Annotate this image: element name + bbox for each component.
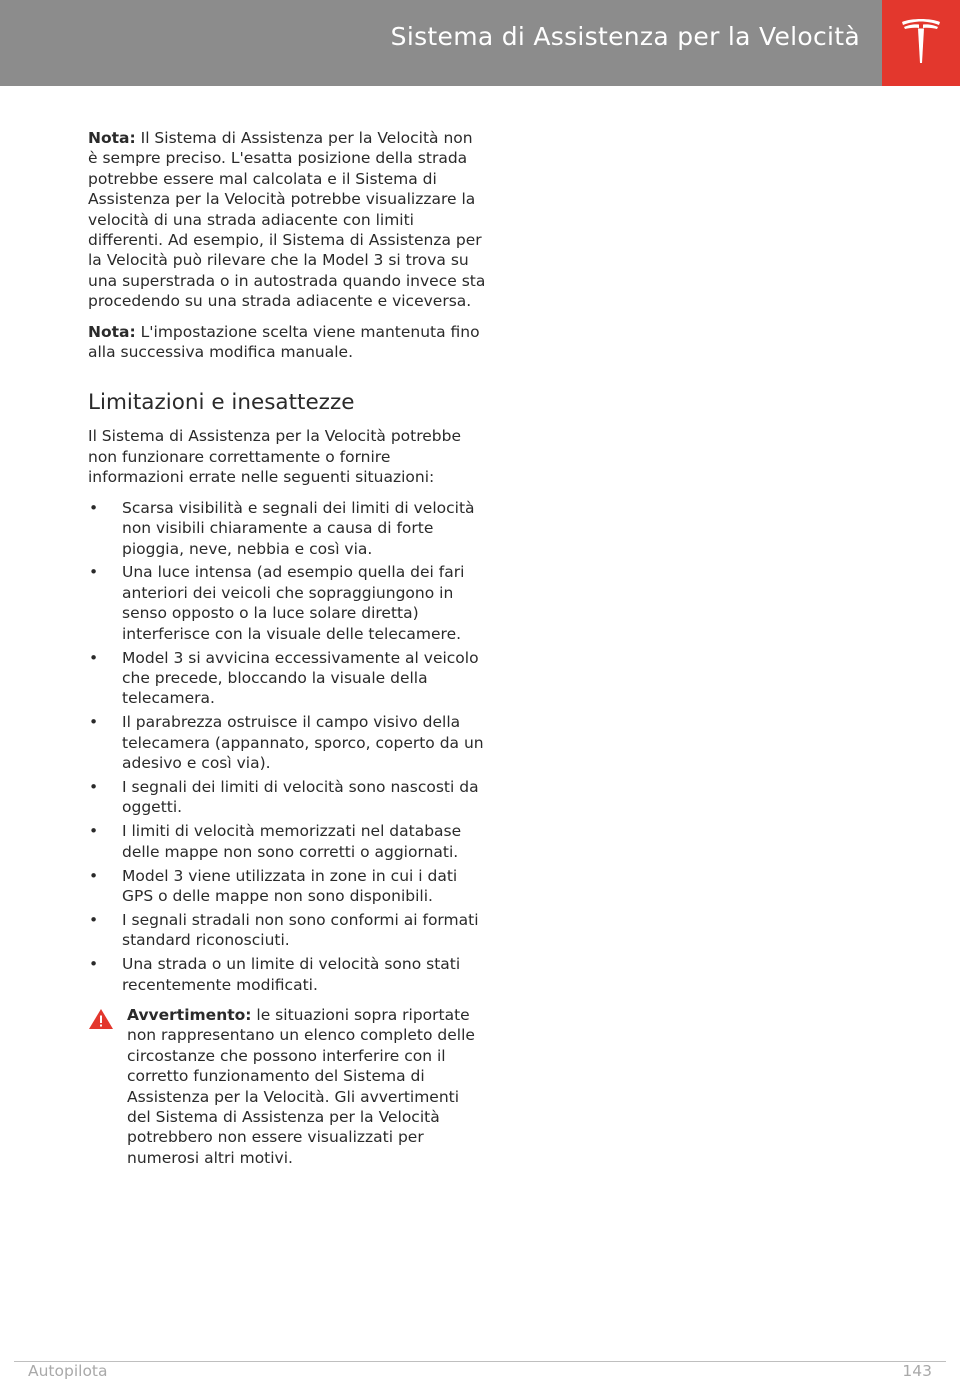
warning-text: le situazioni sopra riportate non rappresentano un elenco completo delle circostanze che possono interferire con il corretto funzionamento del Sistema di Assistenza per la Velocità. Gli avvertimenti del Sistema di Assistenza per la Velocità potrebbero non essere visualizzati per numerosi altri motivi. <box>127 1006 475 1167</box>
list-item <box>88 712 486 773</box>
tesla-logo-icon <box>901 17 941 67</box>
warning-triangle-icon <box>88 1008 114 1030</box>
list-item-text: Model 3 viene utilizzata in zone in cui i dati GPS o delle mappe non sono disponibili. <box>122 866 458 905</box>
bullet: • <box>89 713 99 732</box>
list-item-text: I segnali stradali non sono conformi ai formati standard riconosciuti. <box>122 910 479 950</box>
list-item-text: I limiti di velocità memorizzati nel database delle mappe non sono corretti o aggiornati. <box>122 822 462 861</box>
warning-box <box>88 1005 486 1168</box>
note-paragraph <box>88 322 486 363</box>
list-item <box>88 498 486 559</box>
note-label: Nota: <box>88 129 136 147</box>
bullet: • <box>89 955 99 974</box>
section-heading: Limitazioni e inesattezze <box>88 390 355 416</box>
note-text: Il Sistema di Assistenza per la Velocità non è sempre preciso. L'esatta posizione della strada potrebbe essere mal calcolata e il Sistema di Assistenza per la Velocità potrebbe visualizzare la velocità di una strada adiacente con limiti differenti. Ad esempio, il Sistema di Assistenza per la Velocità può rilevare che la Model 3 si trova su una superstrada o in autostrada quando invece sta procedendo su una strada adiacente e viceversa. <box>88 129 486 311</box>
list-item <box>88 821 486 862</box>
main-content <box>88 128 486 1168</box>
limitations-list <box>88 498 486 995</box>
footer-section-name: Autopilota <box>28 1362 108 1380</box>
list-item <box>88 648 486 709</box>
brand-logo-box <box>882 0 960 86</box>
bullet: • <box>89 777 99 796</box>
note-label: Nota: <box>88 322 136 341</box>
list-item-text: Una strada o un limite di velocità sono stati recentemente modificati. <box>122 955 461 994</box>
bullet: • <box>89 648 99 667</box>
list-item-text: Il parabrezza ostruisce il campo visivo della telecamera (appannato, sporco, coperto da un adesivo e così via). <box>122 713 484 773</box>
list-item-text: Model 3 si avvicina eccessivamente al veicolo che precede, bloccando la visuale della telecamera. <box>122 648 479 708</box>
list-item <box>88 866 486 907</box>
bullet: • <box>89 822 99 841</box>
bullet: • <box>89 866 99 885</box>
warning-label: Avvertimento: <box>127 1006 252 1025</box>
list-item <box>88 562 486 644</box>
list-item-text: Scarsa visibilità e segnali dei limiti di velocità non visibili chiaramente a causa di forte pioggia, neve, nebbia e così via. <box>122 498 475 558</box>
page-header <box>0 0 960 86</box>
list-item-text: I segnali dei limiti di velocità sono nascosti da oggetti. <box>122 777 479 817</box>
bullet: • <box>89 498 99 517</box>
list-item <box>88 910 486 951</box>
page-title: Sistema di Assistenza per la Velocità <box>390 22 860 51</box>
note-text: L'impostazione scelta viene mantenuta fino alla successiva modifica manuale. <box>88 322 480 362</box>
note-paragraph <box>88 128 486 312</box>
warning-paragraph <box>127 1005 486 1168</box>
list-item <box>88 954 486 995</box>
list-item-text: Una luce intensa (ad esempio quella dei fari anteriori dei veicoli che sopraggiungono in senso opposto o la luce solare diretta) interferisce con la visuale delle telecamere. <box>122 563 465 643</box>
page-number: 143 <box>902 1362 932 1380</box>
bullet: • <box>89 563 99 582</box>
section-intro: Il Sistema di Assistenza per la Velocità potrebbe non funzionare correttamente o fornire informazioni errate nelle seguenti situazioni: <box>88 427 462 487</box>
list-item <box>88 777 486 818</box>
footer-divider <box>14 1361 946 1362</box>
bullet: • <box>89 910 99 929</box>
